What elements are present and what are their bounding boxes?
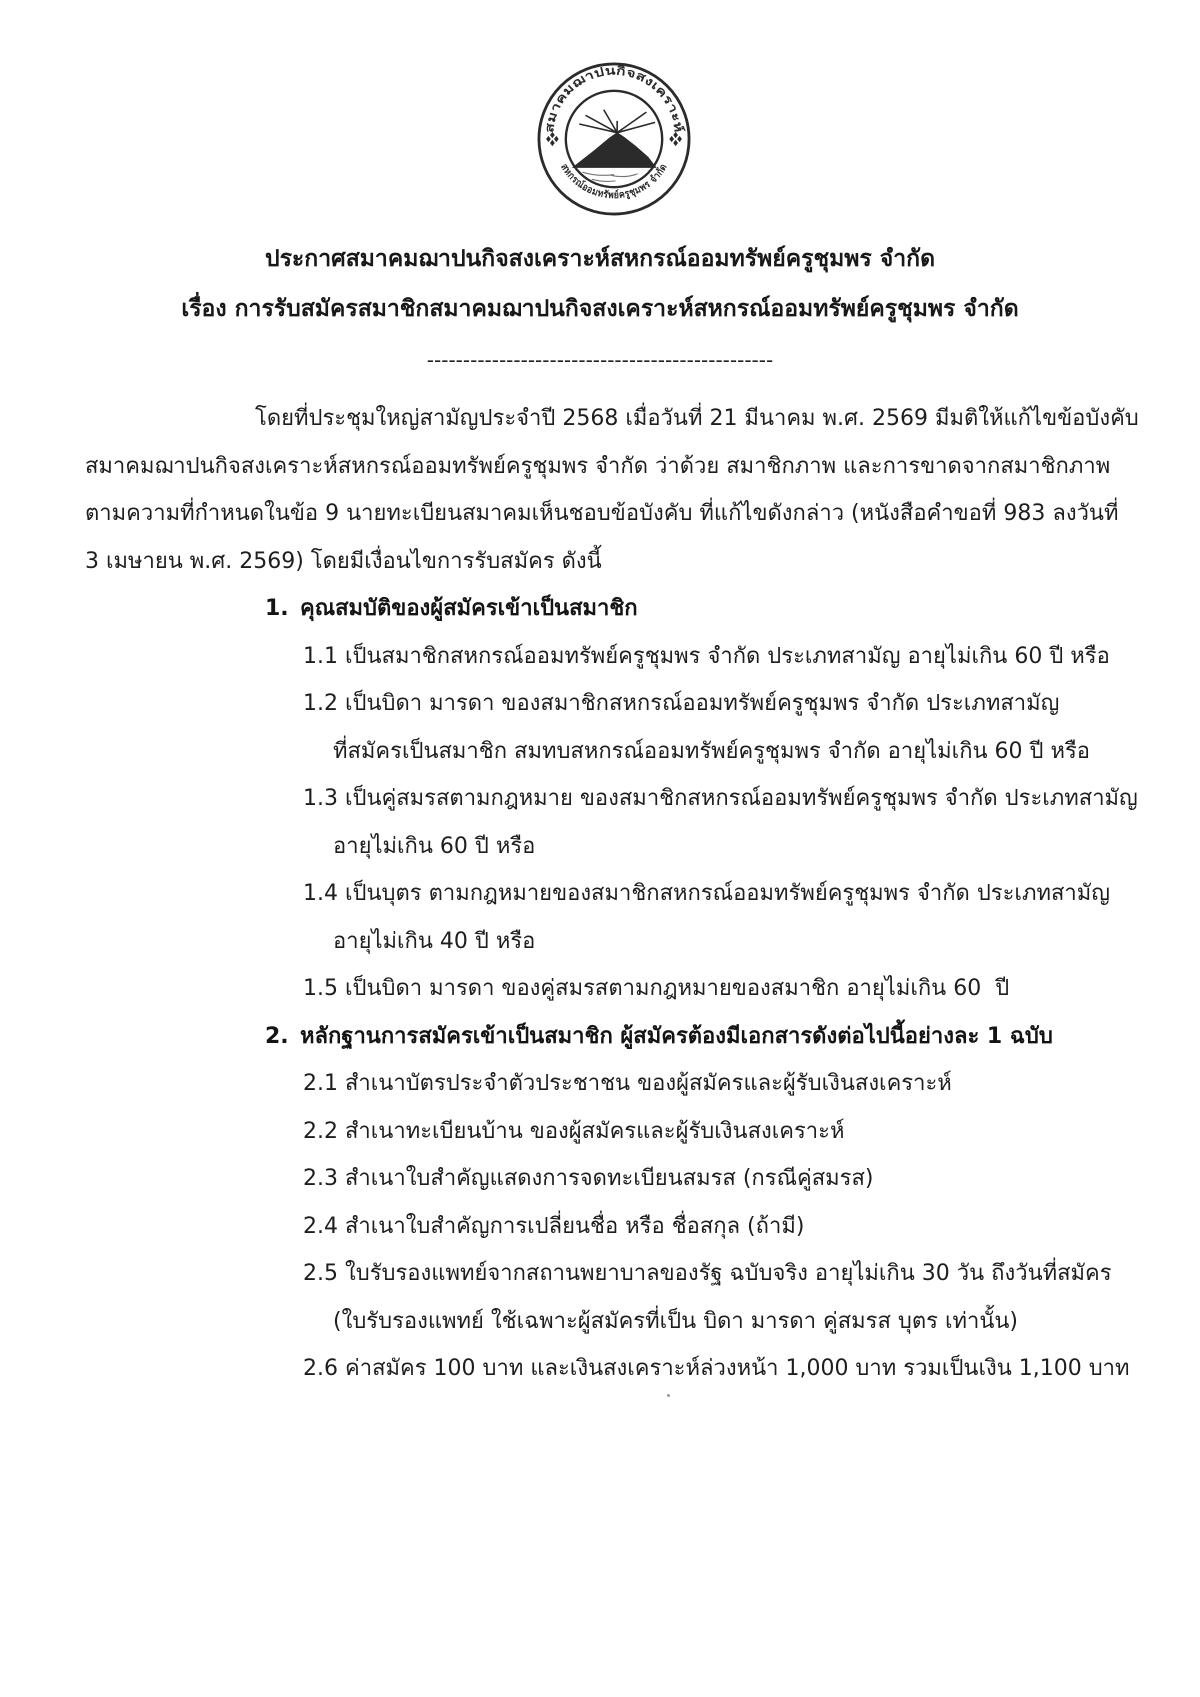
section-1-heading-text: คุณสมบัติของผู้สมัครเข้าเป็นสมาชิก	[300, 596, 638, 621]
scan-speck	[667, 1394, 670, 1397]
item-number: 2.6	[303, 1356, 338, 1381]
item-number: 1.2	[303, 691, 338, 716]
list-item-2-4	[85, 1203, 1140, 1251]
seal-graphic	[535, 60, 693, 218]
list-item-1-3	[85, 775, 1140, 823]
seal-top-arc-text: สมาคมฌาปนกิจสงเคราะห์	[542, 63, 686, 134]
seal-bottom-arc-text: สหกรณ์ออมทรัพย์ครูชุมพร จำกัด	[558, 161, 671, 202]
section-2-number: 2.	[265, 1023, 289, 1049]
list-item-1-5	[85, 965, 1140, 1013]
item-number: 2.4	[303, 1213, 338, 1239]
intro-line: 3 เมษายน พ.ศ. 2569) โดยมีเงื่อนไขการรับสมัคร ดังนี้	[85, 548, 602, 574]
association-seal	[535, 60, 693, 218]
item-number: 2.2	[303, 1118, 338, 1144]
list-item-2-5-continuation: (ใบรับรองแพทย์ ใช้เฉพาะผู้สมัครที่เป็น บิดา มารดา คู่สมรส บุตร เท่านั้น)	[333, 1308, 1019, 1334]
list-item-1-2-continuation: ที่สมัครเป็นสมาชิก สมทบสหกรณ์ออมทรัพย์ครูชุมพร จำกัด อายุไม่เกิน 60 ปี หรือ	[333, 738, 1091, 764]
ornament-diamond-right-icon	[669, 132, 682, 146]
item-text: ใบรับรองแพทย์จากสถานพยาบาลของรัฐ ฉบับจริง อายุไม่เกิน 30 วัน ถึงวันที่สมัคร	[345, 1261, 1112, 1286]
intro-line: ตามความที่กำหนดในข้อ 9 นายทะเบียนสมาคมเห็นชอบข้อบังคับ ที่แก้ไขดังกล่าว (หนังสือคำขอที่ 983 ลงวันที่	[85, 501, 1119, 526]
list-item-2-6	[85, 1345, 1140, 1393]
item-text: สำเนาทะเบียนบ้าน ของผู้สมัครและผู้รับเงินสงเคราะห์	[345, 1118, 845, 1144]
intro-line: สมาคมฌาปนกิจสงเคราะห์สหกรณ์ออมทรัพย์ครูชุมพร จำกัด ว่าด้วย สมาชิกภาพ และการขาดจากสมาชิกภาพ	[85, 453, 1111, 479]
ornament-diamond-left-icon	[546, 132, 559, 146]
section-1-heading	[85, 585, 1140, 633]
item-number: 2.1	[303, 1071, 338, 1096]
item-text: สำเนาบัตรประจำตัวประชาชน ของผู้สมัครและผู้รับเงินสงเคราะห์	[345, 1071, 952, 1096]
item-number: 1.1	[303, 643, 338, 669]
list-item-2-2	[85, 1108, 1140, 1156]
item-number: 1.5	[303, 976, 338, 1001]
section-1-number: 1.	[265, 596, 289, 621]
item-text: ค่าสมัคร 100 บาท และเงินสงเคราะห์ล่วงหน้า 1,000 บาท รวมเป็นเงิน 1,100 บาท	[345, 1356, 1130, 1381]
dashed-separator: ------------------------------------------------	[426, 348, 774, 372]
section-2-heading	[85, 1013, 1140, 1061]
list-item-1-3-continuation: อายุไม่เกิน 60 ปี หรือ	[333, 833, 536, 859]
item-text: เป็นสมาชิกสหกรณ์ออมทรัพย์ครูชุมพร จำกัด ประเภทสามัญ อายุไม่เกิน 60 ปี หรือ	[345, 643, 1110, 669]
item-number: 2.5	[303, 1261, 338, 1286]
announcement-title: ประกาศสมาคมฌาปนกิจสงเคราะห์สหกรณ์ออมทรัพย์ครูชุมพร จำกัด	[264, 246, 936, 272]
item-number: 1.4	[303, 881, 338, 906]
item-text: สำเนาใบสำคัญแสดงการจดทะเบียนสมรส (กรณีคู่สมรส)	[345, 1166, 874, 1191]
item-text: เป็นคู่สมรสตามกฎหมาย ของสมาชิกสหกรณ์ออมทรัพย์ครูชุมพร จำกัด ประเภทสามัญ	[345, 786, 1138, 811]
item-text: เป็นบิดา มารดา ของสมาชิกสหกรณ์ออมทรัพย์ครูชุมพร จำกัด ประเภทสามัญ	[345, 691, 1060, 716]
announcement-subject: เรื่อง การรับสมัครสมาชิกสมาคมฌาปนกิจสงเคราะห์สหกรณ์ออมทรัพย์ครูชุมพร จำกัด	[181, 296, 1019, 322]
item-text: เป็นบิดา มารดา ของคู่สมรสตามกฎหมายของสมาชิก อายุไม่เกิน 60 ปี	[345, 976, 1010, 1001]
item-text: เป็นบุตร ตามกฎหมายของสมาชิกสหกรณ์ออมทรัพย์ครูชุมพร จำกัด ประเภทสามัญ	[345, 881, 1110, 906]
list-item-1-2	[85, 680, 1140, 728]
document-body	[85, 395, 1140, 1393]
item-number: 1.3	[303, 786, 338, 811]
section-2-heading-text: หลักฐานการสมัครเข้าเป็นสมาชิก ผู้สมัครต้องมีเอกสารดังต่อไปนี้อย่างละ 1 ฉบับ	[300, 1023, 1053, 1049]
list-item-1-4	[85, 870, 1140, 918]
list-item-2-1	[85, 1060, 1140, 1108]
mountain-emblem-icon	[573, 110, 656, 182]
item-number: 2.3	[303, 1166, 338, 1191]
item-text: สำเนาใบสำคัญการเปลี่ยนชื่อ หรือ ชื่อสกุล (ถ้ามี)	[345, 1213, 805, 1239]
list-item-2-3	[85, 1155, 1140, 1203]
list-item-1-4-continuation: อายุไม่เกิน 40 ปี หรือ	[333, 928, 536, 954]
list-item-1-1	[85, 633, 1140, 681]
list-item-2-5	[85, 1250, 1140, 1298]
intro-line: โดยที่ประชุมใหญ่สามัญประจำปี 2568 เมื่อวันที่ 21 มีนาคม พ.ศ. 2569 มีมติให้แก้ไขข้อบังคับ	[255, 406, 1139, 431]
